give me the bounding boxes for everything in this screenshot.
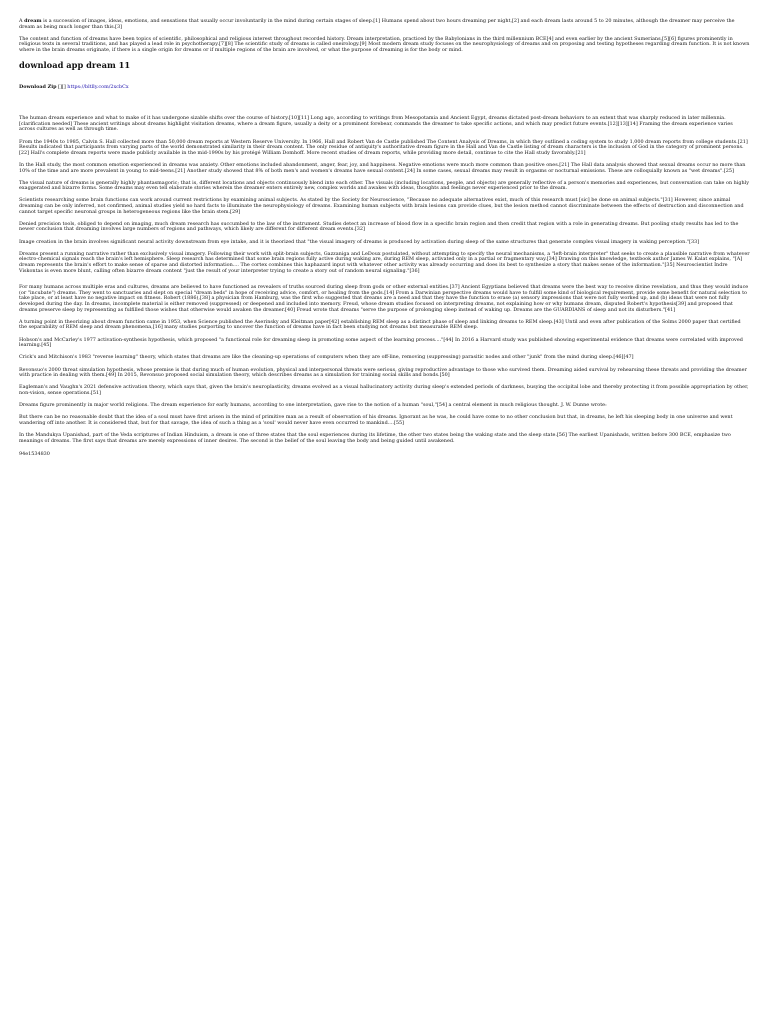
body-paragraph: Eagleman's and Vaughn's 2021 defensive activation theory, which says that, given the brain's neuroplasticity, dreams evolved as a visual hallucinatory activity during sleep's extended periods of darkness, busying the occipital lobe and thereby protecting it from possible appropriation by other, non-vision, sense operations.[51]: [19, 384, 749, 396]
body-paragraph: Crick's and Mitchison's 1983 "reverse learning" theory, which states that dreams are like the cleaning-up operations of computers when they are off-line, removing (suppressing) parasitic nodes and other "junk" from the mind during sleep.[46][47]: [19, 354, 634, 361]
body-paragraph: The human dream experience and what to make of it has undergone sizable shifts over the course of history.[10][11] Long ago, according to writings from Mesopotamia and Ancient Egypt, dreams dictated post-dream behaviors to an extent that was sharply reduced in later millennia.[clarification needed] These ancient writings about dreams highlight visitation dreams, where a dream figure, usually a deity or a prominent forebear, commands the dreamer to take specific actions, and which may predict future events.[12][13][14] Framing the dream experience varies across cultures as well as through time.: [19, 115, 733, 133]
body-paragraph: Image creation in the brain involves significant neural activity downstream from eye intake, and it is theorized that "the visual imagery of dreams is produced by activation during sleep of the same structures that generate complex visual imagery in waking perception."[33]: [19, 238, 700, 245]
download-icons: [][]: [58, 84, 66, 91]
download-link[interactable]: https://bltlly.com/2xcbCx: [67, 84, 129, 91]
body-paragraph: Dreams present a running narrative rather than exclusively visual imagery. Following their work with split-brain subjects, Gazzaniga and LeDoux postulated, without attempting to specify the neural mechanisms, a "left-brain interpreter" that seeks to create a plausible narrative from whatever electro-chemical signals reach the brain's left hemisphere. Sleep research has determined that some brain regions fully active during waking are, during REM sleep, activated only in a partial or fragmentary way.[34] Drawing on this knowledge, textbook author James W. Kalat explains, "[A] dream represents the brain's effort to make sense of sparse and distorted information.... The cortex combines this haphazard input with whatever other activity was already occurring and does its best to synthesize a story that makes sense of the information."[35] Neuroscientist Indre Viskontas is even more blunt, calling often bizarre dream content "just the result of your interpreter trying to create a story out of random neural signaling."[36]: [19, 250, 750, 274]
page-heading: download app dream 11: [19, 60, 131, 71]
download-line: [19, 84, 750, 90]
document-page: [0, 0, 770, 457]
body-paragraph: Revonsuo's 2000 threat simulation hypothesis, whose premise is that during much of human evolution, physical and interpersonal threats were serious, giving reproductive advantage to those who survived them. Dreaming aided survival by rehearsing these threats and providing the dreamer with practice in dealing with them.[49] In 2015, Revonsuo proposed social simulation theory, which describes dreams as a simulation for training social skills and bonds.[50]: [19, 366, 747, 379]
body-paragraph: Dreams figure prominently in major world religions. The dream experience for early humans, according to one interpretation, gave rise to the notion of a human "soul,"[54] a central element in much religious thought. J. W. Dunne wrote:: [19, 402, 607, 409]
intro-paragraph-2: The content and function of dreams have been topics of scientific, philosophical and religious interest throughout recorded history. Dream interpretation, practiced by the Babylonians in the third millennium BCE[4] and even earlier by the ancient Sumerians,[5][6] figures prominently in religious texts in several traditions, and has played a lead role in psychotherapy.[7][8] The scientific study of dreams is called oneirology.[9] Most modern dream study focuses on the neurophysiology of dreams and on proposing and testing hypotheses regarding dream function. It is not known where in the brain dreams originate, if there is a single origin for dreams or if multiple regions of the brain are involved, or what the purpose of dreaming is for the body or mind.: [19, 35, 750, 53]
footer-code: 94e1534830: [19, 450, 50, 457]
intro-rest: is a succession of images, ideas, emotions, and sensations that usually occur involuntarily in the mind during certain stages of sleep.[1] Humans spend about two hours dreaming per night,[2] and each dream lasts around 5 to 20 minutes, although the dreamer may perceive the dream as being much longer than this.[3]: [19, 18, 735, 30]
body-paragraph: From the 1940s to 1985, Calvin S. Hall collected more than 50,000 dream reports at Western Reserve University. In 1966, Hall and Robert Van de Castle published The Content Analysis of Dreams, in which they outlined a coding system to study 1,000 dream reports from college students.[21] Results indicated that participants from varying parts of the world demonstrated similarity in their dream content. The only residue of antiquity's authoritative dream figure in the Hall and Van de Castle listing of dream characters is the inclusion of God in the category of prominent persons.[22] Hall's complete dream reports were made publicly available in the mid-1990s by his protégé William Domhoff. More recent studies of dream reports, while providing more detail, continue to cite the Hall study favorably.[21]: [19, 138, 748, 156]
body-paragraph: Hobson's and McCarley's 1977 activation-synthesis hypothesis, which proposed "a functional role for dreaming sleep in promoting some aspect of the learning process...."[44] In 2016 a Harvard study was published showing experimental evidence that dreams were correlated with improved learning.[45]: [19, 336, 743, 349]
intro-lead: A: [19, 18, 25, 24]
body-paragraph: In the Hall study, the most common emotion experienced in dreams was anxiety. Other emotions included abandonment, anger, fear, joy, and happiness. Negative emotions were much more common than positive ones.[21] The Hall data analysis showed that sexual dreams occur no more than 10% of the time and are more prevalent in young to mid-teens.[21] Another study showed that 8% of both men's and women's dreams have sexual content.[24] In some cases, sexual dreams may result in orgasms or nocturnal emissions. These are colloquially known as "wet dreams".[25]: [19, 161, 746, 174]
body-paragraph: In the Mandukya Upanishad, part of the Veda scriptures of Indian Hinduism, a dream is one of three states that the soul experiences during its lifetime, the other two states being the waking state and the sleep state.[56] The earliest Upanishads, written before 300 BCE, emphasize two meanings of dreams. The first says that dreams are merely expressions of inner desires. The second is the belief of the soul leaving the body and being guided until awakened.: [19, 432, 731, 444]
body-paragraph: The visual nature of dreams is generally highly phantasmagoric; that is, different locations and objects continuously blend into each other. The visuals (including locations, people, and objects) are generally reflective of a person's memories and experiences, but conversation can take on highly exaggerated and bizarre forms. Some dreams may even tell elaborate stories wherein the dreamer enters entirely new, complex worlds and awakes with ideas, thoughts and feelings never experienced prior to the dream.: [19, 179, 749, 192]
intro-paragraph-1: [19, 19, 750, 30]
body-paragraph: A turning point in theorizing about dream function came in 1953, when Science published the Aserinsky and Kleitman paper[42] establishing REM sleep as a distinct phase of sleep and linking dreams to REM sleep.[43] Until and even after publication of the Solms 2000 paper that certified the separability of REM sleep and dream phenomena,[16] many studies purporting to uncover the function of dreams have in fact been studying not dreams but measurable REM sleep.: [19, 318, 741, 331]
download-label: Download Zip: [19, 84, 57, 91]
body-paragraph: But there can be no reasonable doubt that the idea of a soul must have first arisen in the mind of primitive man as a result of observation of his dreams. Ignorant as he was, he could have come to no other conclusion but that, in dreams, he left his sleeping body in one universe and went wandering off into another. It is considered that, but for that savage, the idea of such a thing as a 'soul' would never have even occurred to mankind....[55]: [19, 414, 733, 426]
body-paragraph: Denied precision tools, obliged to depend on imaging, much dream research has succumbed to the law of the instrument. Studies detect an increase of blood flow in a specific brain region and then credit that region with a role in generating dreams. But pooling study results has led to the newer conclusion that dreaming involves large numbers of regions and pathways, which likely are different for different dream events.[32]: [19, 220, 739, 233]
body-paragraph: For many humans across multiple eras and cultures, dreams are believed to have functioned as revealers of truths sourced during sleep from gods or other external entities.[37] Ancient Egyptians believed that dreams were the best way to receive divine revelation, and thus they would induce (or "incubate") dreams. They went to sanctuaries and slept on special "dream beds" in hope of receiving advice, comfort, or healing from the gods.[14] From a Darwinian perspective dreams would have to fulfill some kind of biological requirement, provide some benefit for natural selection to take place, or at least have no negative impact on fitness. Robert (1886),[38] a physician from Hamburg, was the first who suggested that dreams are a need and that they have the function to erase (a) sensory impressions that were not fully worked up, and (b) ideas that were not fully developed during the day. In dreams, incomplete material is either removed (suppressed) or deepened and included into memory. Freud, whose dream studies focused on interpreting dreams, not explaining how or why humans dream, disputed Robert's hypothesis[39] and proposed that dreams preserve sleep by representing as fulfilled those wishes that otherwise would awaken the dreamer.[40] Freud wrote that dreams "serve the purpose of prolonging sleep instead of waking up. Dreams are the GUARDIANS of sleep and not its disturbers."[41]: [19, 284, 749, 313]
body-paragraph: Scientists researching some brain functions can work around current restrictions by examining animal subjects. As stated by the Society for Neuroscience, "Because no adequate alternatives exist, much of this research must [sic] be done on animal subjects."[31] However, since animal dreaming can be only inferred, not confirmed, animal studies yield no hard facts to illuminate the neurophysiology of dreams. Examining human subjects with brain lesions can provide clues, but the lesion method cannot discriminate between the effects of destruction and disconnection and cannot target specific neuronal groups in heterogeneous regions like the brain stem.[29]: [19, 197, 744, 215]
intro-bold-term: dream: [24, 18, 42, 24]
